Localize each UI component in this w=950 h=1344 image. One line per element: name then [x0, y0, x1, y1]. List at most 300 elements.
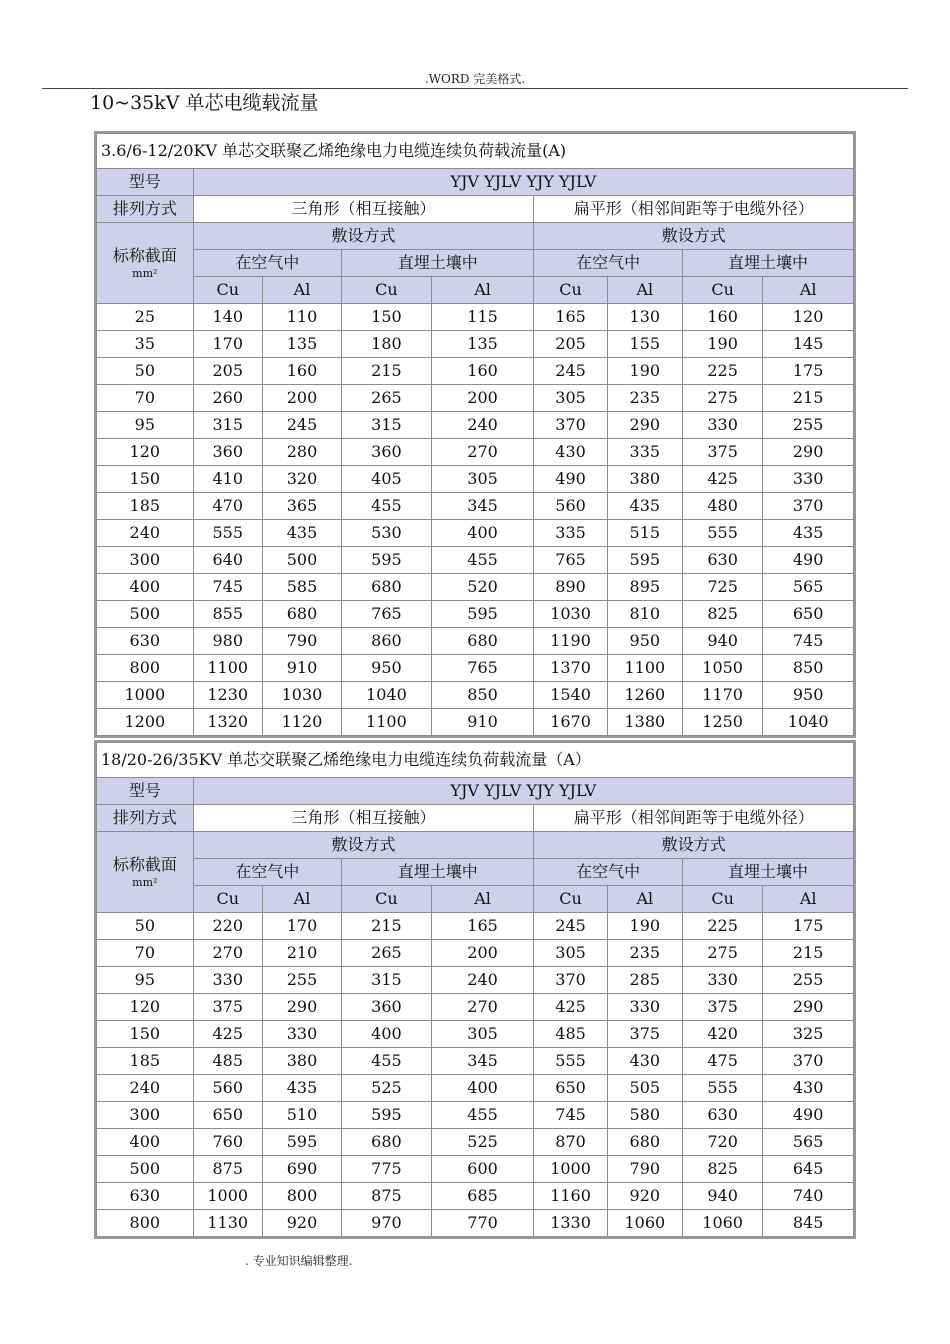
ampacity-cell: 305 [534, 385, 607, 412]
ampacity-cell: 940 [682, 1183, 762, 1210]
ampacity-cell: 290 [763, 994, 854, 1021]
ampacity-cell: 1100 [193, 655, 262, 682]
ampacity-cell: 595 [607, 547, 682, 574]
cross-section-cell: 70 [97, 385, 194, 412]
ampacity-cell: 165 [534, 304, 607, 331]
table-caption: 18/20-26/35KV 单芯交联聚乙烯绝缘电力电缆连续负荷载流量（A） [97, 743, 854, 778]
page-header: .WORD 完美格式. [424, 72, 526, 86]
arrangement-triangle: 三角形（相互接触） [193, 196, 534, 223]
table-row [97, 940, 854, 967]
ampacity-cell: 145 [763, 331, 854, 358]
ampacity-cell: 690 [262, 1156, 341, 1183]
table-row [97, 1075, 854, 1102]
ampacity-cell: 1120 [262, 709, 341, 736]
ampacity-cell: 315 [193, 412, 262, 439]
cross-section-cell: 185 [97, 493, 194, 520]
ampacity-cell: 255 [763, 412, 854, 439]
ampacity-cell: 1030 [534, 601, 607, 628]
area-unit: mm² [132, 876, 158, 889]
cross-section-cell: 95 [97, 412, 194, 439]
ampacity-cell: 800 [262, 1183, 341, 1210]
table-row [97, 385, 854, 412]
area-label-cell [97, 832, 194, 913]
ampacity-cell: 210 [262, 940, 341, 967]
ampacity-cell: 595 [342, 547, 432, 574]
ampacity-cell: 270 [431, 439, 534, 466]
arrangement-flat: 扁平形（相邻间距等于电缆外径） [534, 805, 854, 832]
ampacity-cell: 215 [342, 358, 432, 385]
ampacity-table-1 [96, 133, 854, 736]
ampacity-cell: 140 [193, 304, 262, 331]
table-row [97, 709, 854, 736]
ampacity-cell: 1000 [193, 1183, 262, 1210]
material-row [97, 277, 854, 304]
ampacity-cell: 1130 [193, 1210, 262, 1237]
ampacity-cell: 825 [682, 601, 762, 628]
table-row [97, 601, 854, 628]
ampacity-cell: 315 [342, 412, 432, 439]
ampacity-cell: 275 [682, 385, 762, 412]
table-row [97, 913, 854, 940]
ampacity-cell: 425 [682, 466, 762, 493]
ampacity-cell: 430 [607, 1048, 682, 1075]
ampacity-cell: 1060 [682, 1210, 762, 1237]
ampacity-cell: 135 [431, 331, 534, 358]
cross-section-cell: 400 [97, 1129, 194, 1156]
cross-section-cell: 240 [97, 520, 194, 547]
ampacity-cell: 245 [534, 913, 607, 940]
ampacity-cell: 190 [682, 331, 762, 358]
cross-section-cell: 630 [97, 628, 194, 655]
table-row [97, 439, 854, 466]
material-header: Cu [193, 886, 262, 913]
ampacity-cell: 560 [534, 493, 607, 520]
arrangement-row [97, 805, 854, 832]
cross-section-cell: 120 [97, 994, 194, 1021]
ampacity-cell: 400 [431, 520, 534, 547]
ampacity-cell: 290 [763, 439, 854, 466]
table-caption: 3.6/6-12/20KV 单芯交联聚乙烯绝缘电力电缆连续负荷载流量(A) [97, 134, 854, 169]
ampacity-cell: 160 [262, 358, 341, 385]
table-row [97, 358, 854, 385]
table-row [97, 574, 854, 601]
table-row [97, 967, 854, 994]
laying-method-row [97, 223, 854, 250]
ampacity-cell: 595 [342, 1102, 432, 1129]
material-header: Cu [534, 277, 607, 304]
ampacity-cell: 245 [534, 358, 607, 385]
ampacity-cell: 375 [682, 439, 762, 466]
ampacity-cell: 330 [682, 967, 762, 994]
ampacity-cell: 1320 [193, 709, 262, 736]
ampacity-cell: 825 [682, 1156, 762, 1183]
cross-section-cell: 240 [97, 1075, 194, 1102]
ampacity-cell: 850 [431, 682, 534, 709]
ampacity-cell: 505 [607, 1075, 682, 1102]
ampacity-cell: 435 [262, 1075, 341, 1102]
arrangement-label: 排列方式 [97, 196, 194, 223]
laying-method-flat: 敷设方式 [534, 223, 854, 250]
ampacity-cell: 430 [763, 1075, 854, 1102]
ampacity-cell: 860 [342, 628, 432, 655]
ampacity-cell: 600 [431, 1156, 534, 1183]
ampacity-cell: 650 [763, 601, 854, 628]
ampacity-cell: 940 [682, 628, 762, 655]
ampacity-cell: 640 [193, 547, 262, 574]
ampacity-cell: 315 [342, 967, 432, 994]
in-air-triangle: 在空气中 [193, 250, 342, 277]
ampacity-cell: 325 [763, 1021, 854, 1048]
cross-section-cell: 150 [97, 1021, 194, 1048]
ampacity-cell: 305 [431, 466, 534, 493]
material-header: Cu [193, 277, 262, 304]
ampacity-cell: 405 [342, 466, 432, 493]
ampacity-cell: 435 [607, 493, 682, 520]
cross-section-cell: 300 [97, 1102, 194, 1129]
ampacity-cell: 530 [342, 520, 432, 547]
ampacity-cell: 170 [193, 331, 262, 358]
ampacity-cell: 1050 [682, 655, 762, 682]
ampacity-cell: 225 [682, 913, 762, 940]
ampacity-cell: 1000 [534, 1156, 607, 1183]
ampacity-cell: 180 [342, 331, 432, 358]
ampacity-cell: 920 [262, 1210, 341, 1237]
ampacity-cell: 425 [193, 1021, 262, 1048]
table-row [97, 628, 854, 655]
material-header: Cu [342, 277, 432, 304]
ampacity-cell: 375 [193, 994, 262, 1021]
ampacity-cell: 335 [607, 439, 682, 466]
document-title: 10~35kV 单芯电缆载流量 [90, 92, 319, 114]
ampacity-cell: 420 [682, 1021, 762, 1048]
ampacity-cell: 470 [193, 493, 262, 520]
ampacity-cell: 215 [763, 385, 854, 412]
ampacity-cell: 850 [763, 655, 854, 682]
cross-section-cell: 400 [97, 574, 194, 601]
table-row [97, 493, 854, 520]
ampacity-cell: 510 [262, 1102, 341, 1129]
ampacity-cell: 920 [607, 1183, 682, 1210]
ampacity-cell: 345 [431, 1048, 534, 1075]
ampacity-cell: 225 [682, 358, 762, 385]
cross-section-cell: 500 [97, 1156, 194, 1183]
ampacity-cell: 645 [763, 1156, 854, 1183]
ampacity-cell: 190 [607, 358, 682, 385]
cross-section-cell: 150 [97, 466, 194, 493]
ampacity-cell: 1370 [534, 655, 607, 682]
ampacity-cell: 245 [262, 412, 341, 439]
ampacity-cell: 525 [431, 1129, 534, 1156]
ampacity-cell: 760 [193, 1129, 262, 1156]
ampacity-cell: 330 [607, 994, 682, 1021]
arrangement-flat: 扁平形（相邻间距等于电缆外径） [534, 196, 854, 223]
ampacity-cell: 765 [431, 655, 534, 682]
ampacity-cell: 555 [682, 1075, 762, 1102]
ampacity-cell: 775 [342, 1156, 432, 1183]
ampacity-cell: 235 [607, 940, 682, 967]
model-value: YJV YJLV YJY YJLV [193, 778, 853, 805]
cross-section-cell: 120 [97, 439, 194, 466]
ampacity-cell: 765 [342, 601, 432, 628]
ampacity-cell: 650 [534, 1075, 607, 1102]
ampacity-cell: 480 [682, 493, 762, 520]
ampacity-cell: 155 [607, 331, 682, 358]
model-row [97, 778, 854, 805]
page-footer: . 专业知识编辑整理. [245, 1254, 353, 1268]
material-header: Cu [534, 886, 607, 913]
ampacity-cell: 485 [534, 1021, 607, 1048]
table-row [97, 1021, 854, 1048]
ampacity-cell: 410 [193, 466, 262, 493]
in-air-flat: 在空气中 [534, 859, 683, 886]
table-row [97, 547, 854, 574]
arrangement-label: 排列方式 [97, 805, 194, 832]
table-row [97, 1048, 854, 1075]
ampacity-cell: 110 [262, 304, 341, 331]
ampacity-cell: 255 [763, 967, 854, 994]
ampacity-cell: 435 [262, 520, 341, 547]
ampacity-cell: 950 [607, 628, 682, 655]
table-row [97, 682, 854, 709]
table-row [97, 1129, 854, 1156]
ampacity-cell: 1330 [534, 1210, 607, 1237]
in-soil-triangle: 直埋土壤中 [342, 859, 534, 886]
ampacity-cell: 565 [763, 574, 854, 601]
ampacity-cell: 240 [431, 412, 534, 439]
ampacity-cell: 680 [607, 1129, 682, 1156]
ampacity-cell: 740 [763, 1183, 854, 1210]
in-air-triangle: 在空气中 [193, 859, 342, 886]
ampacity-cell: 360 [342, 439, 432, 466]
ampacity-cell: 170 [262, 913, 341, 940]
ampacity-cell: 370 [763, 493, 854, 520]
table-row [97, 655, 854, 682]
ampacity-cell: 380 [607, 466, 682, 493]
table-caption-row [97, 743, 854, 778]
ampacity-cell: 1060 [607, 1210, 682, 1237]
ampacity-cell: 330 [262, 1021, 341, 1048]
ampacity-cell: 330 [193, 967, 262, 994]
ampacity-cell: 205 [193, 358, 262, 385]
ampacity-cell: 475 [682, 1048, 762, 1075]
ampacity-cell: 790 [262, 628, 341, 655]
material-header: Cu [342, 886, 432, 913]
ampacity-cell: 360 [342, 994, 432, 1021]
ampacity-cell: 580 [607, 1102, 682, 1129]
ampacity-cell: 190 [607, 913, 682, 940]
table-row [97, 1183, 854, 1210]
ampacity-cell: 970 [342, 1210, 432, 1237]
environment-row [97, 859, 854, 886]
ampacity-cell: 745 [763, 628, 854, 655]
ampacity-cell: 200 [262, 385, 341, 412]
ampacity-cell: 200 [431, 940, 534, 967]
in-soil-triangle: 直埋土壤中 [342, 250, 534, 277]
ampacity-cell: 685 [431, 1183, 534, 1210]
ampacity-cell: 1040 [342, 682, 432, 709]
ampacity-cell: 275 [682, 940, 762, 967]
ampacity-cell: 950 [342, 655, 432, 682]
ampacity-cell: 255 [262, 967, 341, 994]
cross-section-cell: 185 [97, 1048, 194, 1075]
ampacity-cell: 745 [534, 1102, 607, 1129]
table-caption-row [97, 134, 854, 169]
area-label: 标称截面 [112, 855, 177, 874]
ampacity-cell: 1230 [193, 682, 262, 709]
ampacity-cell: 435 [763, 520, 854, 547]
ampacity-cell: 1540 [534, 682, 607, 709]
ampacity-cell: 855 [193, 601, 262, 628]
cross-section-cell: 800 [97, 1210, 194, 1237]
ampacity-cell: 330 [682, 412, 762, 439]
cross-section-cell: 800 [97, 655, 194, 682]
ampacity-cell: 875 [342, 1183, 432, 1210]
ampacity-cell: 870 [534, 1129, 607, 1156]
ampacity-cell: 680 [342, 574, 432, 601]
ampacity-cell: 150 [342, 304, 432, 331]
cross-section-cell: 50 [97, 358, 194, 385]
ampacity-cell: 565 [763, 1129, 854, 1156]
material-header: Al [262, 277, 341, 304]
ampacity-cell: 630 [682, 547, 762, 574]
ampacity-cell: 375 [607, 1021, 682, 1048]
ampacity-cell: 485 [193, 1048, 262, 1075]
ampacity-cell: 525 [342, 1075, 432, 1102]
ampacity-cell: 1100 [607, 655, 682, 682]
ampacity-cell: 430 [534, 439, 607, 466]
ampacity-cell: 680 [342, 1129, 432, 1156]
ampacity-cell: 520 [431, 574, 534, 601]
ampacity-cell: 290 [262, 994, 341, 1021]
ampacity-cell: 160 [682, 304, 762, 331]
ampacity-cell: 950 [763, 682, 854, 709]
table-row [97, 331, 854, 358]
ampacity-cell: 1190 [534, 628, 607, 655]
ampacity-cell: 285 [607, 967, 682, 994]
material-row [97, 886, 854, 913]
table-row [97, 1102, 854, 1129]
material-header: Cu [682, 277, 762, 304]
ampacity-cell: 175 [763, 913, 854, 940]
ampacity-cell: 305 [534, 940, 607, 967]
ampacity-cell: 135 [262, 331, 341, 358]
ampacity-cell: 770 [431, 1210, 534, 1237]
model-label: 型号 [97, 778, 194, 805]
arrangement-row [97, 196, 854, 223]
ampacity-cell: 270 [431, 994, 534, 1021]
ampacity-cell: 345 [431, 493, 534, 520]
ampacity-cell: 490 [534, 466, 607, 493]
cross-section-cell: 500 [97, 601, 194, 628]
ampacity-cell: 875 [193, 1156, 262, 1183]
cross-section-cell: 630 [97, 1183, 194, 1210]
cross-section-cell: 1000 [97, 682, 194, 709]
cross-section-cell: 35 [97, 331, 194, 358]
ampacity-cell: 320 [262, 466, 341, 493]
ampacity-cell: 555 [682, 520, 762, 547]
material-header: Al [262, 886, 341, 913]
table-row [97, 1156, 854, 1183]
ampacity-cell: 455 [342, 493, 432, 520]
ampacity-cell: 160 [431, 358, 534, 385]
ampacity-cell: 265 [342, 385, 432, 412]
table-row [97, 520, 854, 547]
ampacity-cell: 260 [193, 385, 262, 412]
cross-section-cell: 1200 [97, 709, 194, 736]
cross-section-cell: 300 [97, 547, 194, 574]
ampacity-cell: 400 [342, 1021, 432, 1048]
ampacity-cell: 810 [607, 601, 682, 628]
ampacity-cell: 1670 [534, 709, 607, 736]
ampacity-cell: 500 [262, 547, 341, 574]
cross-section-cell: 70 [97, 940, 194, 967]
ampacity-cell: 455 [431, 1102, 534, 1129]
ampacity-cell: 1160 [534, 1183, 607, 1210]
ampacity-cell: 455 [431, 547, 534, 574]
laying-method-row [97, 832, 854, 859]
cross-section-cell: 50 [97, 913, 194, 940]
ampacity-cell: 290 [607, 412, 682, 439]
ampacity-cell: 745 [193, 574, 262, 601]
material-header: Al [607, 886, 682, 913]
ampacity-cell: 680 [262, 601, 341, 628]
ampacity-cell: 1380 [607, 709, 682, 736]
ampacity-cell: 790 [607, 1156, 682, 1183]
ampacity-cell: 1260 [607, 682, 682, 709]
ampacity-cell: 845 [763, 1210, 854, 1237]
material-header: Al [607, 277, 682, 304]
ampacity-cell: 650 [193, 1102, 262, 1129]
environment-row [97, 250, 854, 277]
area-unit: mm² [132, 267, 158, 280]
ampacity-cell: 455 [342, 1048, 432, 1075]
ampacity-cell: 595 [262, 1129, 341, 1156]
ampacity-cell: 335 [534, 520, 607, 547]
ampacity-cell: 490 [763, 547, 854, 574]
material-header: Al [763, 886, 854, 913]
ampacity-cell: 1250 [682, 709, 762, 736]
ampacity-cell: 235 [607, 385, 682, 412]
in-air-flat: 在空气中 [534, 250, 683, 277]
ampacity-cell: 1040 [763, 709, 854, 736]
ampacity-cell: 360 [193, 439, 262, 466]
table-row [97, 1210, 854, 1237]
cross-section-cell: 95 [97, 967, 194, 994]
in-soil-flat: 直埋土壤中 [682, 859, 853, 886]
ampacity-cell: 120 [763, 304, 854, 331]
ampacity-cell: 370 [534, 412, 607, 439]
table-row [97, 304, 854, 331]
ampacity-cell: 265 [342, 940, 432, 967]
ampacity-cell: 215 [763, 940, 854, 967]
model-value: YJV YJLV YJY YJLV [193, 169, 853, 196]
ampacity-cell: 515 [607, 520, 682, 547]
ampacity-cell: 595 [431, 601, 534, 628]
laying-method-triangle: 敷设方式 [193, 832, 534, 859]
ampacity-cell: 910 [262, 655, 341, 682]
ampacity-cell: 270 [193, 940, 262, 967]
ampacity-cell: 165 [431, 913, 534, 940]
ampacity-cell: 555 [193, 520, 262, 547]
ampacity-cell: 425 [534, 994, 607, 1021]
ampacity-cell: 375 [682, 994, 762, 1021]
laying-method-triangle: 敷设方式 [193, 223, 534, 250]
model-row [97, 169, 854, 196]
ampacity-cell: 890 [534, 574, 607, 601]
ampacity-cell: 175 [763, 358, 854, 385]
ampacity-cell: 205 [534, 331, 607, 358]
area-label: 标称截面 [112, 246, 177, 265]
